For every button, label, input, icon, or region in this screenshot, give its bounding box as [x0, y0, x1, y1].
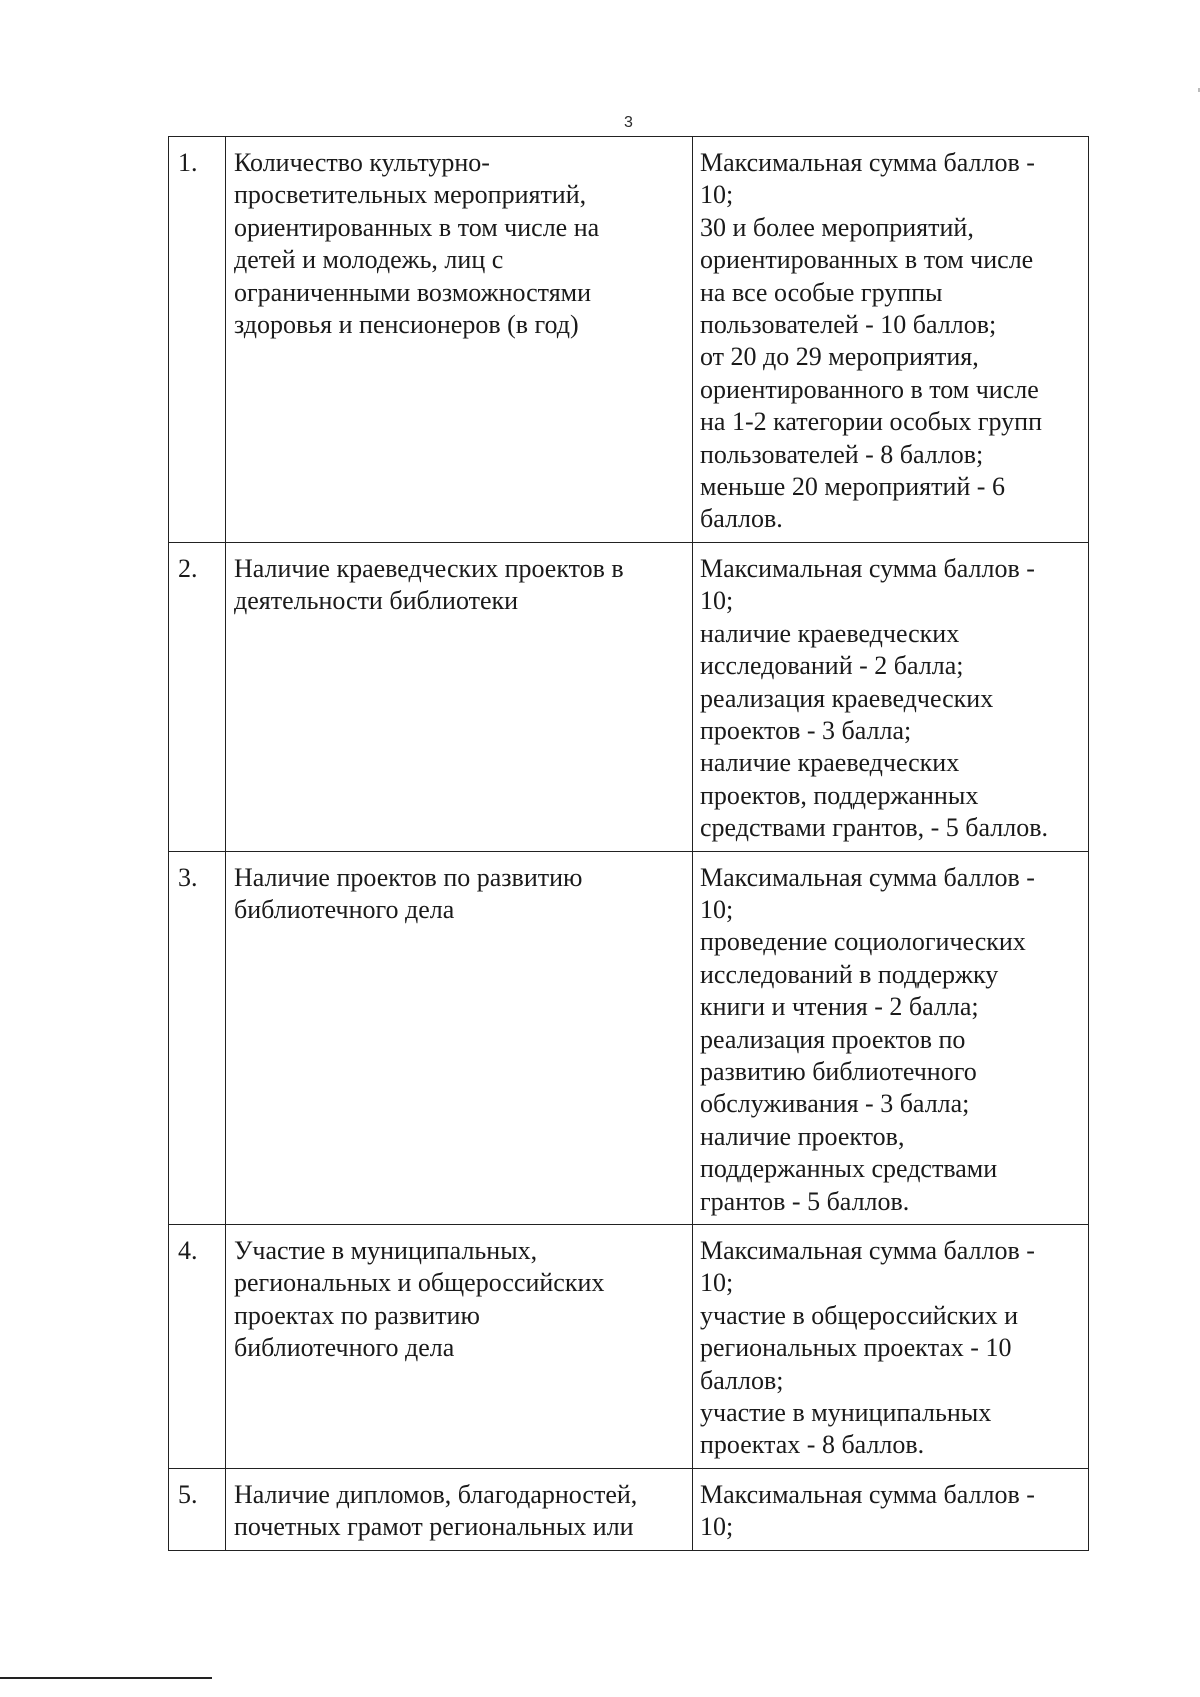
text-line: 30 и более мероприятий,: [700, 212, 974, 242]
text-line: наличие краеведческих: [700, 618, 960, 648]
text-line: проектах по развитию: [234, 1300, 480, 1330]
row-number: 2.: [169, 542, 226, 851]
text-line: Количество культурно-: [234, 148, 490, 177]
text-line: Максимальная сумма баллов -: [700, 553, 1035, 583]
text-line: реализация проектов по: [700, 1024, 966, 1054]
text-line: грантов - 5 баллов.: [700, 1186, 910, 1216]
criterion-scoring: [693, 1468, 1089, 1550]
text-line: ориентированного в том числе: [700, 374, 1039, 404]
text-line: ориентированных в том числе на: [234, 212, 600, 242]
criterion-scoring: [693, 851, 1089, 1224]
criterion-name: [226, 851, 693, 1224]
table-row: [169, 1225, 1089, 1469]
text-line: поддержанных средствами: [700, 1154, 998, 1184]
text-line: проектах - 8 баллов.: [700, 1430, 925, 1460]
text-line: ограниченными возможностями: [234, 277, 592, 307]
text-line: на все особые группы: [700, 277, 943, 307]
text-line: 10;: [700, 180, 734, 210]
criteria-table-body: [169, 137, 1089, 1551]
criterion-name: [226, 137, 693, 543]
row-number: 1.: [169, 137, 226, 543]
footer-rule: [0, 1677, 212, 1679]
text-line: Участие в муниципальных,: [234, 1236, 538, 1265]
row-number: 3.: [169, 851, 226, 1224]
criterion-name: [226, 1468, 693, 1550]
criterion-scoring: [693, 542, 1089, 851]
text-line: здоровья и пенсионеров (в год): [234, 310, 579, 340]
text-line: библиотечного дела: [234, 1333, 455, 1363]
text-line: от 20 до 29 мероприятия,: [700, 342, 979, 372]
text-line: Наличие проектов по развитию: [234, 862, 583, 892]
text-line: обслуживания - 3 балла;: [700, 1089, 970, 1119]
text-line: наличие проектов,: [700, 1121, 905, 1151]
text-line: Максимальная сумма баллов -: [700, 862, 1035, 892]
text-line: пользователей - 8 баллов;: [700, 439, 984, 469]
text-line: 10;: [700, 894, 734, 924]
text-line: реализация краеведческих: [700, 683, 994, 713]
text-line: 10;: [700, 1268, 734, 1298]
text-line: Наличие дипломов, благодарностей,: [234, 1479, 638, 1509]
criteria-table: [168, 136, 1089, 1551]
text-line: просветительных мероприятий,: [234, 180, 587, 210]
criterion-scoring: [693, 137, 1089, 543]
text-line: развитию библиотечного: [700, 1056, 977, 1086]
criterion-scoring: [693, 1225, 1089, 1469]
text-line: проектов - 3 балла;: [700, 715, 912, 745]
page-number: 3: [624, 114, 633, 131]
text-line: баллов.: [700, 504, 783, 534]
text-line: исследований - 2 балла;: [700, 651, 964, 681]
text-line: 10;: [700, 1512, 734, 1542]
text-line: книги и чтения - 2 балла;: [700, 992, 979, 1022]
criterion-name: [226, 1225, 693, 1469]
text-line: баллов;: [700, 1365, 784, 1395]
text-line: участие в общероссийских и: [700, 1300, 1019, 1330]
table-row: [169, 1468, 1089, 1550]
text-line: 10;: [700, 586, 734, 616]
text-line: Наличие краеведческих проектов в: [234, 553, 624, 583]
text-line: проектов, поддержанных: [700, 780, 979, 810]
text-line: Максимальная сумма баллов -: [700, 1236, 1035, 1265]
table-row: [169, 137, 1089, 543]
text-line: исследований в поддержку: [700, 959, 999, 989]
table-row: [169, 542, 1089, 851]
table-row: [169, 851, 1089, 1224]
text-line: наличие краеведческих: [700, 748, 960, 778]
row-number: 5.: [169, 1468, 226, 1550]
text-line: деятельности библиотеки: [234, 586, 519, 616]
text-line: на 1-2 категории особых групп: [700, 407, 1042, 437]
row-number: 4.: [169, 1225, 226, 1469]
text-line: пользователей - 10 баллов;: [700, 310, 997, 340]
text-line: меньше 20 мероприятий - 6: [700, 472, 1005, 502]
text-line: Максимальная сумма баллов -: [700, 1479, 1035, 1509]
text-line: средствами грантов, - 5 баллов.: [700, 813, 1049, 843]
text-line: региональных проектах - 10: [700, 1333, 1012, 1363]
text-line: библиотечного дела: [234, 894, 455, 924]
text-line: ориентированных в том числе: [700, 245, 1034, 275]
text-line: Максимальная сумма баллов -: [700, 148, 1035, 177]
text-line: почетных грамот региональных или: [234, 1512, 634, 1542]
text-line: участие в муниципальных: [700, 1398, 992, 1428]
criterion-name: [226, 542, 693, 851]
text-line: региональных и общероссийских: [234, 1268, 605, 1298]
text-line: детей и молодежь, лиц с: [234, 245, 504, 275]
text-line: проведение социологических: [700, 927, 1026, 957]
